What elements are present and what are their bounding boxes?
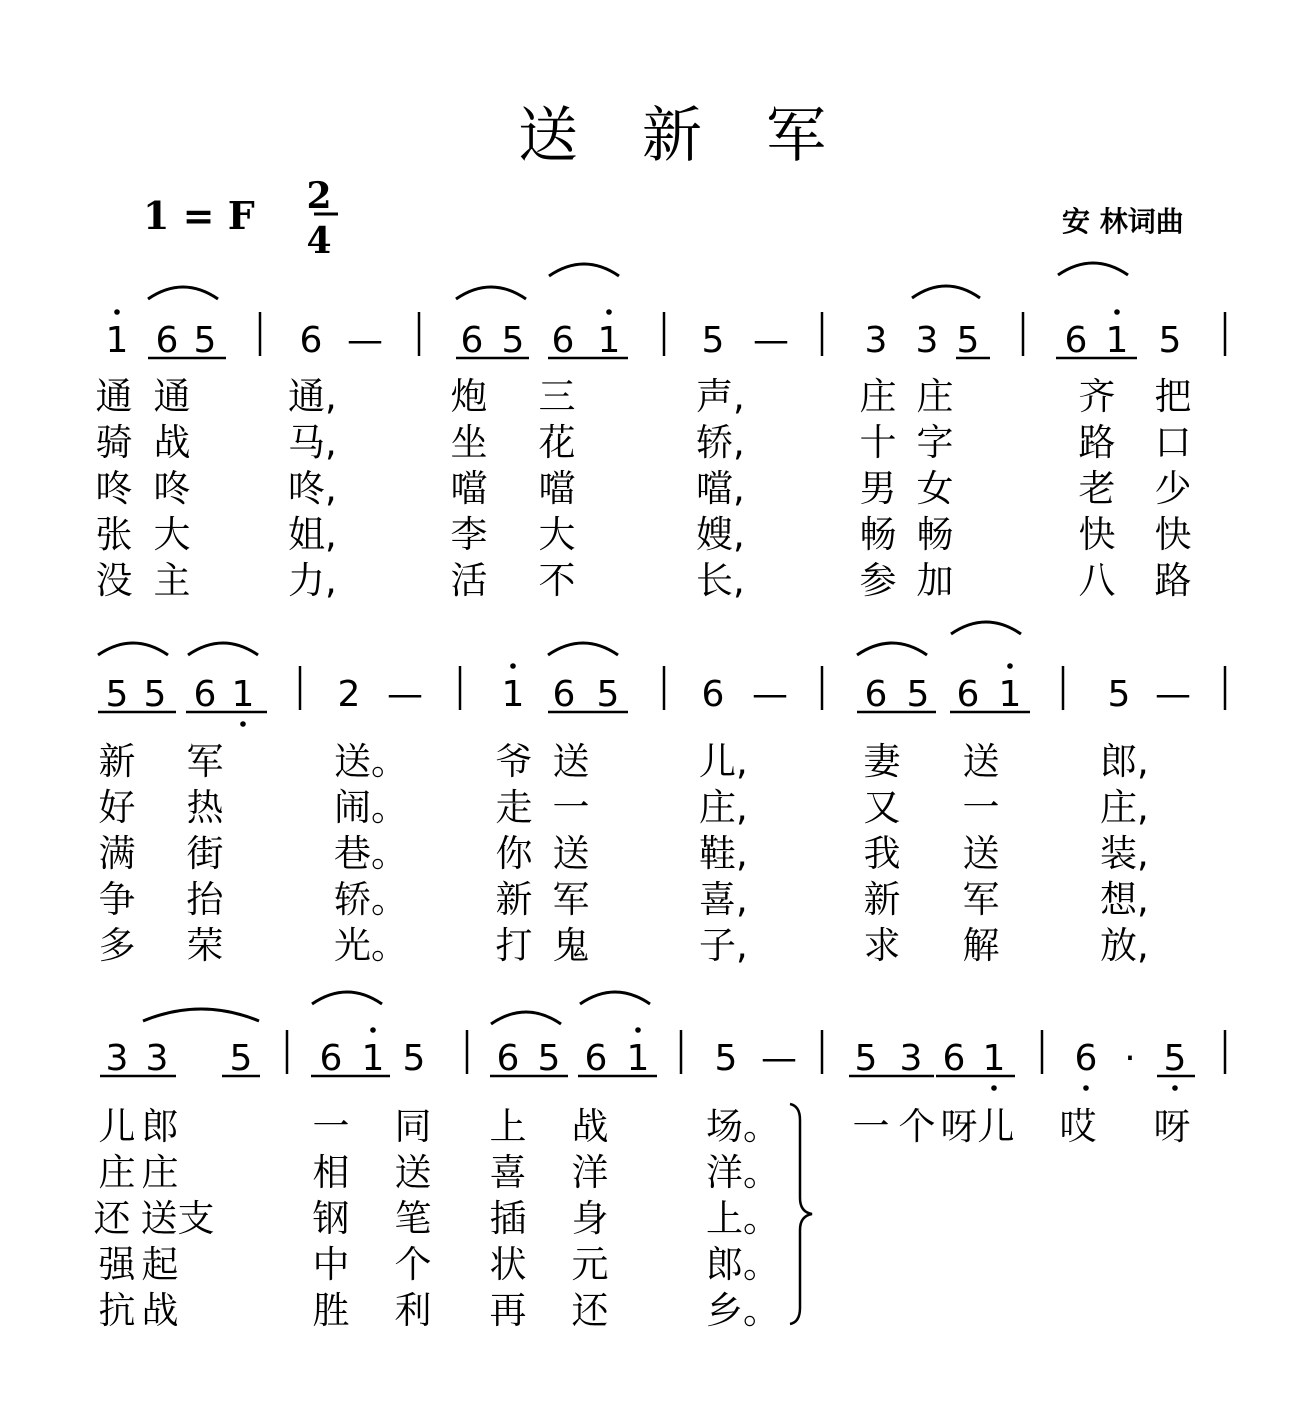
lyric-syllable: 庄 bbox=[141, 1151, 179, 1194]
lyric-syllable: 笔 bbox=[394, 1197, 432, 1240]
lyric-syllable: 洋。 bbox=[706, 1151, 780, 1194]
lyric-syllable: 闹。 bbox=[334, 786, 408, 829]
note: 2 bbox=[337, 674, 361, 715]
note: 1 bbox=[597, 320, 621, 361]
note: 5 bbox=[402, 1038, 426, 1079]
note: — bbox=[761, 1038, 797, 1079]
refrain-syllable: 哎 bbox=[1059, 1105, 1097, 1148]
lyric-syllable: 想, bbox=[1100, 878, 1149, 921]
note: 5 bbox=[1163, 1038, 1187, 1079]
lyric-syllable: 快 bbox=[1078, 513, 1116, 556]
note: 1 bbox=[982, 1038, 1006, 1079]
note: 6 bbox=[299, 320, 323, 361]
lyric-syllable: 强 bbox=[98, 1243, 136, 1286]
note: 3 bbox=[899, 1038, 923, 1079]
note: 5 bbox=[854, 1038, 878, 1079]
lyric-syllable: 一 bbox=[552, 786, 590, 829]
note: 3 bbox=[145, 1038, 169, 1079]
lyric-syllable: 送 bbox=[552, 832, 590, 875]
lyric-syllable: 走 bbox=[495, 786, 533, 829]
lyric-syllable: 胜 bbox=[312, 1289, 350, 1332]
note: 1 bbox=[626, 1038, 650, 1079]
lyric-syllable: 参 bbox=[859, 559, 897, 602]
slur-arc bbox=[312, 992, 382, 1004]
note: 6 bbox=[942, 1038, 966, 1079]
lyric-syllable: 口 bbox=[1154, 421, 1192, 464]
lyric-syllable: 通, bbox=[288, 375, 337, 418]
note: 5 bbox=[714, 1038, 738, 1079]
lyric-syllable: 场。 bbox=[706, 1105, 780, 1148]
lyric-syllable: 中 bbox=[312, 1243, 350, 1286]
lyric-syllable: 钢 bbox=[312, 1197, 350, 1240]
lyric-syllable: 上。 bbox=[706, 1197, 780, 1240]
slur-arc bbox=[148, 287, 218, 299]
slur-arc bbox=[188, 643, 258, 655]
lyric-syllable: 男 bbox=[859, 467, 897, 510]
note: 1 bbox=[105, 320, 129, 361]
lyric-syllable: 乡。 bbox=[706, 1289, 780, 1332]
lyric-syllable: 嫂, bbox=[696, 513, 745, 556]
lyric-syllable: 军 bbox=[962, 878, 1000, 921]
note: 6 bbox=[460, 320, 484, 361]
lyric-syllable: 街 bbox=[186, 832, 224, 875]
lyric-syllable: 庄, bbox=[699, 786, 748, 829]
lyric-syllable: 庄 bbox=[98, 1151, 136, 1194]
lyric-syllable: 战 bbox=[571, 1105, 609, 1148]
note: 6 bbox=[193, 674, 217, 715]
lyric-syllable: 李 bbox=[450, 513, 488, 556]
lyric-syllable: 你 bbox=[495, 832, 533, 875]
lyric-syllable: 轿, bbox=[696, 421, 745, 464]
lyric-syllable: 咚 bbox=[95, 467, 133, 510]
note: 5 bbox=[1158, 320, 1182, 361]
lyric-syllable: 子, bbox=[699, 924, 748, 967]
lyric-syllable: 战 bbox=[141, 1289, 179, 1332]
note: 5 bbox=[501, 320, 525, 361]
note: 6 bbox=[551, 320, 575, 361]
slur-arc bbox=[580, 992, 650, 1004]
time-signature-bottom: 4 bbox=[306, 220, 332, 262]
lyric-syllable: 主 bbox=[153, 559, 191, 602]
refrain-syllable: 一 bbox=[852, 1105, 890, 1148]
lyric-syllable: 路 bbox=[1154, 559, 1192, 602]
lyric-syllable: 咚 bbox=[153, 467, 191, 510]
lyric-syllable: 三 bbox=[538, 375, 576, 418]
lyric-syllable: 光。 bbox=[334, 924, 408, 967]
lyric-syllable: 新 bbox=[98, 740, 136, 783]
note: 3 bbox=[864, 320, 888, 361]
lyric-syllable: 打 bbox=[495, 924, 533, 967]
lyric-syllable: 大 bbox=[538, 513, 576, 556]
high-octave-dot bbox=[114, 309, 120, 315]
lyric-syllable: 噹 bbox=[450, 467, 488, 510]
key-signature: 1 = F bbox=[143, 193, 255, 238]
note: 5 bbox=[596, 674, 620, 715]
note: 3 bbox=[105, 1038, 129, 1079]
lyric-syllable: 还 bbox=[93, 1197, 131, 1240]
note: 6 bbox=[701, 674, 725, 715]
lyric-syllable: 花 bbox=[538, 421, 576, 464]
slur-arc bbox=[951, 622, 1021, 634]
lyric-syllable: 多 bbox=[98, 924, 136, 967]
note: 6 bbox=[1074, 1038, 1098, 1079]
note: 6 bbox=[155, 320, 179, 361]
lyric-syllable: 老 bbox=[1078, 467, 1116, 510]
lyric-syllable: 身 bbox=[571, 1197, 609, 1240]
refrain-syllable: 呀 bbox=[1153, 1105, 1191, 1148]
lyric-syllable: 路 bbox=[1078, 421, 1116, 464]
lyric-syllable: 庄, bbox=[1100, 786, 1149, 829]
lyric-syllable: 骑 bbox=[95, 421, 133, 464]
note: — bbox=[752, 674, 788, 715]
note: 5 bbox=[906, 674, 930, 715]
lyric-syllable: 不 bbox=[538, 559, 576, 602]
lyric-syllable: 炮 bbox=[450, 375, 488, 418]
high-octave-dot bbox=[370, 1027, 376, 1033]
lyric-syllable: 齐 bbox=[1078, 375, 1116, 418]
lyric-syllable: 插 bbox=[489, 1197, 527, 1240]
lyric-syllable: 喜, bbox=[699, 878, 748, 921]
lyric-syllable: 再 bbox=[489, 1289, 527, 1332]
low-octave-dot bbox=[1172, 1085, 1178, 1091]
slur-arc bbox=[548, 643, 618, 655]
high-octave-dot bbox=[1007, 663, 1013, 669]
lyric-syllable: 噹, bbox=[696, 467, 745, 510]
lyric-syllable: 快 bbox=[1154, 513, 1192, 556]
lyric-syllable: 庄 bbox=[916, 375, 954, 418]
lyric-syllable: 姐, bbox=[288, 513, 337, 556]
lyric-syllable: 洋 bbox=[571, 1151, 609, 1194]
lyric-syllable: 状 bbox=[489, 1243, 527, 1286]
lyric-syllable: 郎。 bbox=[706, 1243, 780, 1286]
slur-arc bbox=[143, 1009, 259, 1021]
lyric-syllable: 相 bbox=[312, 1151, 350, 1194]
note: — bbox=[347, 320, 383, 361]
note: 5 bbox=[229, 1038, 253, 1079]
lyric-syllable: 我 bbox=[863, 832, 901, 875]
lyric-syllable: 八 bbox=[1078, 559, 1116, 602]
lyric-syllable: 热 bbox=[186, 786, 224, 829]
lyric-syllable: 一 bbox=[962, 786, 1000, 829]
lyric-syllable: 畅 bbox=[859, 513, 897, 556]
lyric-syllable: 送。 bbox=[334, 740, 408, 783]
note: · bbox=[1124, 1038, 1136, 1079]
lyric-syllable: 鞋, bbox=[699, 832, 748, 875]
low-octave-dot bbox=[1083, 1085, 1089, 1091]
lyric-syllable: 字 bbox=[916, 421, 954, 464]
note: 6 bbox=[584, 1038, 608, 1079]
lyric-syllable: 战 bbox=[153, 421, 191, 464]
lyric-syllable: 求 bbox=[863, 924, 901, 967]
lyric-syllable: 元 bbox=[571, 1243, 609, 1286]
high-octave-dot bbox=[510, 663, 516, 669]
lyric-syllable: 通 bbox=[153, 375, 191, 418]
note: 1 bbox=[501, 674, 525, 715]
note: — bbox=[1155, 674, 1191, 715]
note: 6 bbox=[496, 1038, 520, 1079]
lyric-syllable: 上 bbox=[489, 1105, 527, 1148]
lyric-syllable: 活 bbox=[450, 559, 488, 602]
slur-arc bbox=[1058, 263, 1128, 275]
note: 5 bbox=[105, 674, 129, 715]
lyric-syllable: 好 bbox=[98, 786, 136, 829]
lyric-syllable: 抬 bbox=[186, 878, 224, 921]
lyric-syllable: 庄 bbox=[859, 375, 897, 418]
note: 6 bbox=[956, 674, 980, 715]
note: 6 bbox=[1064, 320, 1088, 361]
lyric-syllable: 马, bbox=[288, 421, 337, 464]
refrain-syllable: 儿 bbox=[977, 1105, 1015, 1148]
lyric-syllable: 声, bbox=[696, 375, 745, 418]
lyric-syllable: 儿 bbox=[98, 1105, 136, 1148]
low-octave-dot bbox=[991, 1085, 997, 1091]
slur-arc bbox=[857, 643, 927, 655]
lyric-syllable: 一 bbox=[312, 1105, 350, 1148]
lyric-syllable: 轿。 bbox=[334, 878, 408, 921]
lyric-syllable: 还 bbox=[571, 1289, 609, 1332]
lyric-syllable: 长, bbox=[696, 559, 745, 602]
lyric-syllable: 利 bbox=[394, 1289, 432, 1332]
lyric-syllable: 军 bbox=[552, 878, 590, 921]
lyric-syllable: 张 bbox=[95, 513, 133, 556]
note: 1 bbox=[231, 674, 255, 715]
note: 6 bbox=[864, 674, 888, 715]
lyric-syllable: 个 bbox=[394, 1243, 432, 1286]
refrain-syllable: 呀 bbox=[940, 1105, 978, 1148]
lyric-syllable: 装, bbox=[1100, 832, 1149, 875]
slur-arc bbox=[912, 286, 980, 298]
lyric-syllable: 又 bbox=[863, 786, 901, 829]
slur-arc bbox=[491, 1012, 561, 1024]
lyric-syllable: 力, bbox=[288, 559, 337, 602]
lyric-syllable: 鬼 bbox=[552, 924, 590, 967]
lyric-syllable: 抗 bbox=[98, 1289, 136, 1332]
lyric-syllable: 喜 bbox=[489, 1151, 527, 1194]
slur-arc bbox=[549, 264, 619, 276]
high-octave-dot bbox=[1114, 309, 1120, 315]
note: 6 bbox=[319, 1038, 343, 1079]
lyric-syllable: 起 bbox=[141, 1243, 179, 1286]
lyric-syllable: 新 bbox=[495, 878, 533, 921]
lyric-syllable: 送 bbox=[394, 1151, 432, 1194]
high-octave-dot bbox=[606, 309, 612, 315]
lyric-syllable: 畅 bbox=[916, 513, 954, 556]
note: 1 bbox=[1105, 320, 1129, 361]
lyric-syllable: 支 bbox=[177, 1197, 215, 1240]
slur-arc bbox=[98, 643, 168, 655]
note: 3 bbox=[915, 320, 939, 361]
lyric-syllable: 荣 bbox=[186, 924, 224, 967]
lyric-syllable: 争 bbox=[98, 878, 136, 921]
lyric-syllable: 少 bbox=[1154, 467, 1192, 510]
low-octave-dot bbox=[240, 721, 246, 727]
lyric-syllable: 军 bbox=[186, 740, 224, 783]
lyric-syllable: 十 bbox=[859, 421, 897, 464]
note: 5 bbox=[537, 1038, 561, 1079]
note: 5 bbox=[701, 320, 725, 361]
refrain-syllable: 个 bbox=[898, 1105, 936, 1148]
lyric-syllable: 爷 bbox=[495, 740, 533, 783]
lyric-syllable: 噹 bbox=[538, 467, 576, 510]
slur-arc bbox=[456, 287, 526, 299]
lyric-syllable: 妻 bbox=[863, 740, 901, 783]
lyric-syllable: 郎 bbox=[141, 1105, 179, 1148]
lyric-syllable: 送 bbox=[962, 832, 1000, 875]
lyric-syllable: 放, bbox=[1100, 924, 1149, 967]
note: 1 bbox=[998, 674, 1022, 715]
high-octave-dot bbox=[635, 1027, 641, 1033]
note: 5 bbox=[193, 320, 217, 361]
note: 5 bbox=[1107, 674, 1131, 715]
lyric-syllable: 没 bbox=[95, 559, 133, 602]
lyric-syllable: 坐 bbox=[450, 421, 488, 464]
lyric-syllable: 送 bbox=[140, 1197, 178, 1240]
lyric-syllable: 同 bbox=[394, 1105, 432, 1148]
song-title: 送新军 bbox=[518, 101, 890, 171]
note: — bbox=[753, 320, 789, 361]
lyric-syllable: 新 bbox=[863, 878, 901, 921]
lyric-syllable: 通 bbox=[95, 375, 133, 418]
lyric-syllable: 儿, bbox=[699, 740, 748, 783]
note: 5 bbox=[956, 320, 980, 361]
composer-credit: 安 林词曲 bbox=[1062, 205, 1184, 238]
lyric-syllable: 送 bbox=[962, 740, 1000, 783]
verse-brace bbox=[790, 1104, 812, 1324]
note: — bbox=[387, 674, 423, 715]
lyric-syllable: 郎, bbox=[1100, 740, 1149, 783]
lyric-syllable: 解 bbox=[962, 924, 1000, 967]
lyric-syllable: 大 bbox=[153, 513, 191, 556]
lyric-syllable: 送 bbox=[552, 740, 590, 783]
lyric-syllable: 巷。 bbox=[334, 832, 408, 875]
time-signature-top: 2 bbox=[306, 175, 332, 217]
note: 6 bbox=[552, 674, 576, 715]
lyric-syllable: 把 bbox=[1154, 375, 1192, 418]
note: 1 bbox=[361, 1038, 385, 1079]
note: 5 bbox=[143, 674, 167, 715]
lyric-syllable: 女 bbox=[916, 467, 954, 510]
lyric-syllable: 咚, bbox=[288, 467, 337, 510]
lyric-syllable: 加 bbox=[916, 559, 954, 602]
lyric-syllable: 满 bbox=[98, 832, 136, 875]
